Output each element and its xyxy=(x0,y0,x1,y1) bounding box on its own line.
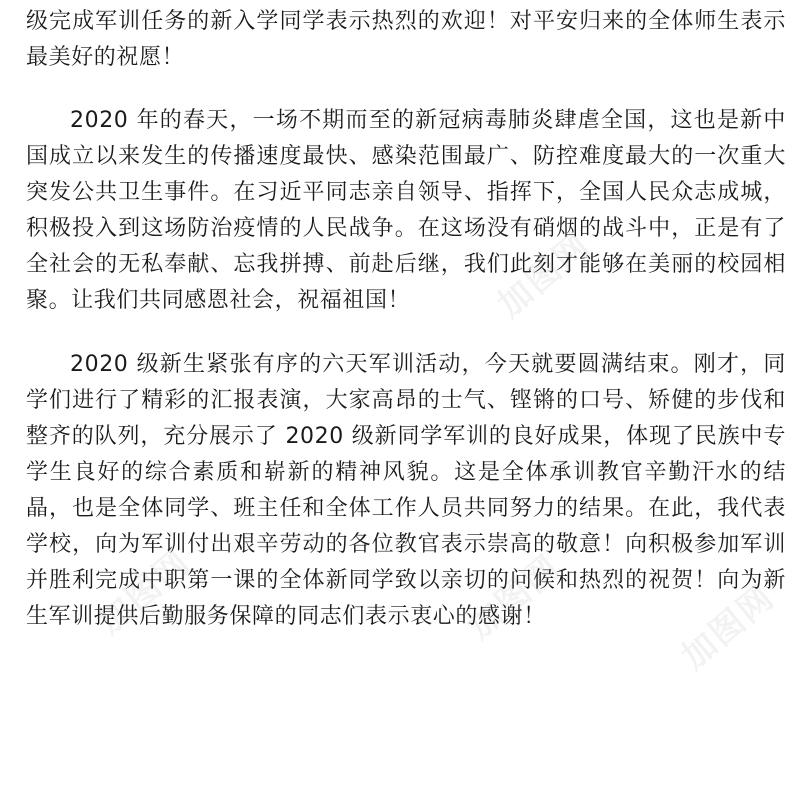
paragraph-3: 2020 级新生紧张有序的六天军训活动，今天就要圆满结束。刚才，同学们进行了精彩的汇报表演，大家高昂的士气、铿锵的口号、矫健的步伐和整齐的队列，充分展示了 2020 级新同学军训的良好成果，体现了民族中专学生良好的综合素质和崭新的精神风貌。这是全体承训教官辛勤汗水的结晶，也是全体同学、班主任和全体工作人员共同努力的结果。在此，我代表学校，向为军训付出艰辛劳动的各位教官表示崇高的敬意！向积极参加军训并胜利完成中职第一课的全体新同学致以亲切的问候和热烈的祝贺！向为新生军训提供后勤服务保障的同志们表示衷心的感谢！ xyxy=(26,352,786,629)
watermark: 加图网 xyxy=(674,577,783,678)
paragraph-2: 2020 年的春天，一场不期而至的新冠病毒肺炎肆虐全国，这也是新中国成立以来发生的传播速度最快、感染范围最广、防控难度最大的一次重大突发公共卫生事件。在习近平同志亲自领导、指挥下，全国人民众志成城，积极投入到这场防治疫情的人民战争。在这场没有硝烟的战斗中，正是有了全社会的无私奉献、忘我拼搏、前赴后继，我们此刻才能够在美丽的校园相聚。让我们共同感恩社会，祝福祖国！ xyxy=(26,108,786,313)
paragraph-1: 级完成军训任务的新入学同学表示热烈的欢迎！对平安归来的全体师生表示最美好的祝愿！ xyxy=(26,9,786,70)
watermark: 加图网 xyxy=(490,225,599,326)
watermark: 加图网 xyxy=(460,547,569,648)
watermark: 加图网 xyxy=(90,542,199,643)
